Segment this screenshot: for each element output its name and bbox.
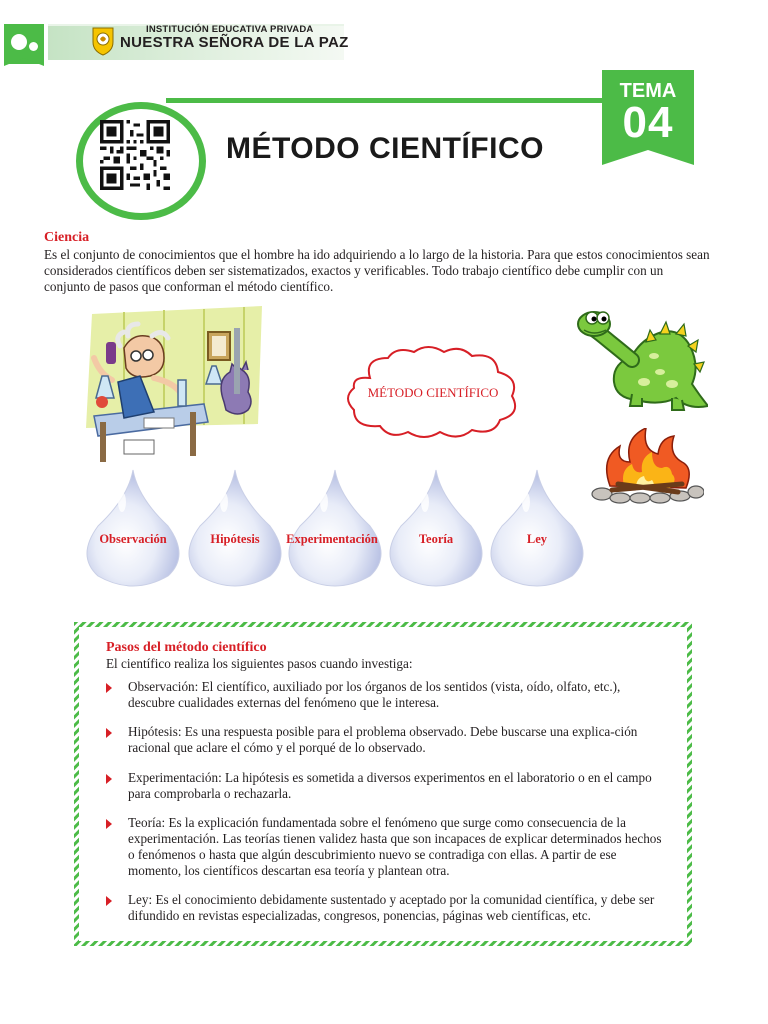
ciencia-heading: Ciencia bbox=[44, 230, 90, 245]
step-text: Observación: El científico, auxiliado por los órganos de los sentidos (vista, oído, olfato, etc.), descubre cualidades externas del fenómeno que le interesa. bbox=[128, 679, 621, 710]
step-text: Experimentación: La hipótesis es sometida a diversos experimentos en el laboratorio o en el campo para comprobarla o rechazarla. bbox=[128, 770, 652, 801]
step-item-hipotesis bbox=[106, 724, 666, 756]
step-item-teoria bbox=[106, 815, 666, 879]
drop-label-observacion: Observación bbox=[99, 532, 167, 546]
tema-label: TEMA bbox=[619, 80, 677, 102]
drop-label-ley: Ley bbox=[526, 532, 548, 546]
step-text: Teoría: Es la explicación fundamentada sobre el fenómeno que surge como consecuencia de la experimentación. Las teorías tienen validez hasta que son incapaces de explicar determinados hechos o fenómenos o hasta que algún descubrimiento nuevo se contradiga con ellas. A partir de ese momento, los científicos descartan esa teoría y plantean otra. bbox=[128, 815, 662, 878]
school-crest-icon bbox=[90, 26, 116, 56]
scientist-lab-illustration bbox=[84, 306, 270, 466]
bullet-arrow-icon bbox=[106, 819, 112, 829]
step-item-ley bbox=[106, 892, 666, 924]
step-text: Ley: Es el conocimiento debidamente sustentado y aceptado por la comunidad científica, y debe ser difundido en revistas especializadas, congresos, ponencias, páginas web científicas, etc. bbox=[128, 892, 655, 923]
drop-experimentacion bbox=[286, 468, 384, 588]
header-tab-notch bbox=[4, 58, 44, 66]
page-title: MÉTODO CIENTÍFICO bbox=[226, 132, 544, 165]
drop-label-teoria: Teoría bbox=[418, 532, 454, 546]
steps-intro: El científico realiza los siguientes pasos cuando investiga: bbox=[106, 656, 413, 671]
campfire-illustration bbox=[590, 428, 704, 504]
ciencia-paragraph: Es el conjunto de conocimientos que el hombre ha ido adquiriendo a lo largo de la historia. Para que estos conocimientos sean considerados científicos deben ser sistematizados, exactos y verificables. Todo trabajo científico debe cumplir con un conjunto de pasos que conforman el método científico. bbox=[44, 247, 710, 294]
step-text: Hipótesis: Es una respuesta posible para el problema observado. Debe buscarse una explica-ción racional que aclare el cómo y el porqué de lo observado. bbox=[128, 724, 638, 755]
drop-label-hipotesis: Hipótesis bbox=[210, 532, 260, 546]
title-rule bbox=[166, 98, 614, 103]
drop-label-experimentacion: Experimentación bbox=[286, 532, 378, 546]
qr-code-icon bbox=[100, 120, 170, 190]
drop-teoria bbox=[387, 468, 485, 588]
drop-ley bbox=[488, 468, 586, 588]
drop-hipotesis bbox=[186, 468, 284, 588]
steps-heading: Pasos del método científico bbox=[106, 640, 267, 655]
dinosaur-illustration bbox=[576, 302, 708, 420]
tema-number: 04 bbox=[622, 98, 674, 147]
bullet-arrow-icon bbox=[106, 774, 112, 784]
bullet-arrow-icon bbox=[106, 728, 112, 738]
bullet-arrow-icon bbox=[106, 896, 112, 906]
metodo-cloud-label: MÉTODO CIENTÍFICO bbox=[367, 385, 499, 400]
bullet-arrow-icon bbox=[106, 683, 112, 693]
drop-observacion bbox=[84, 468, 182, 588]
step-item-observacion bbox=[106, 679, 666, 711]
school-type-label: INSTITUCIÓN EDUCATIVA PRIVADA bbox=[146, 24, 314, 35]
school-name: NUESTRA SEÑORA DE LA PAZ bbox=[120, 34, 349, 51]
step-item-experimentacion bbox=[106, 770, 666, 802]
